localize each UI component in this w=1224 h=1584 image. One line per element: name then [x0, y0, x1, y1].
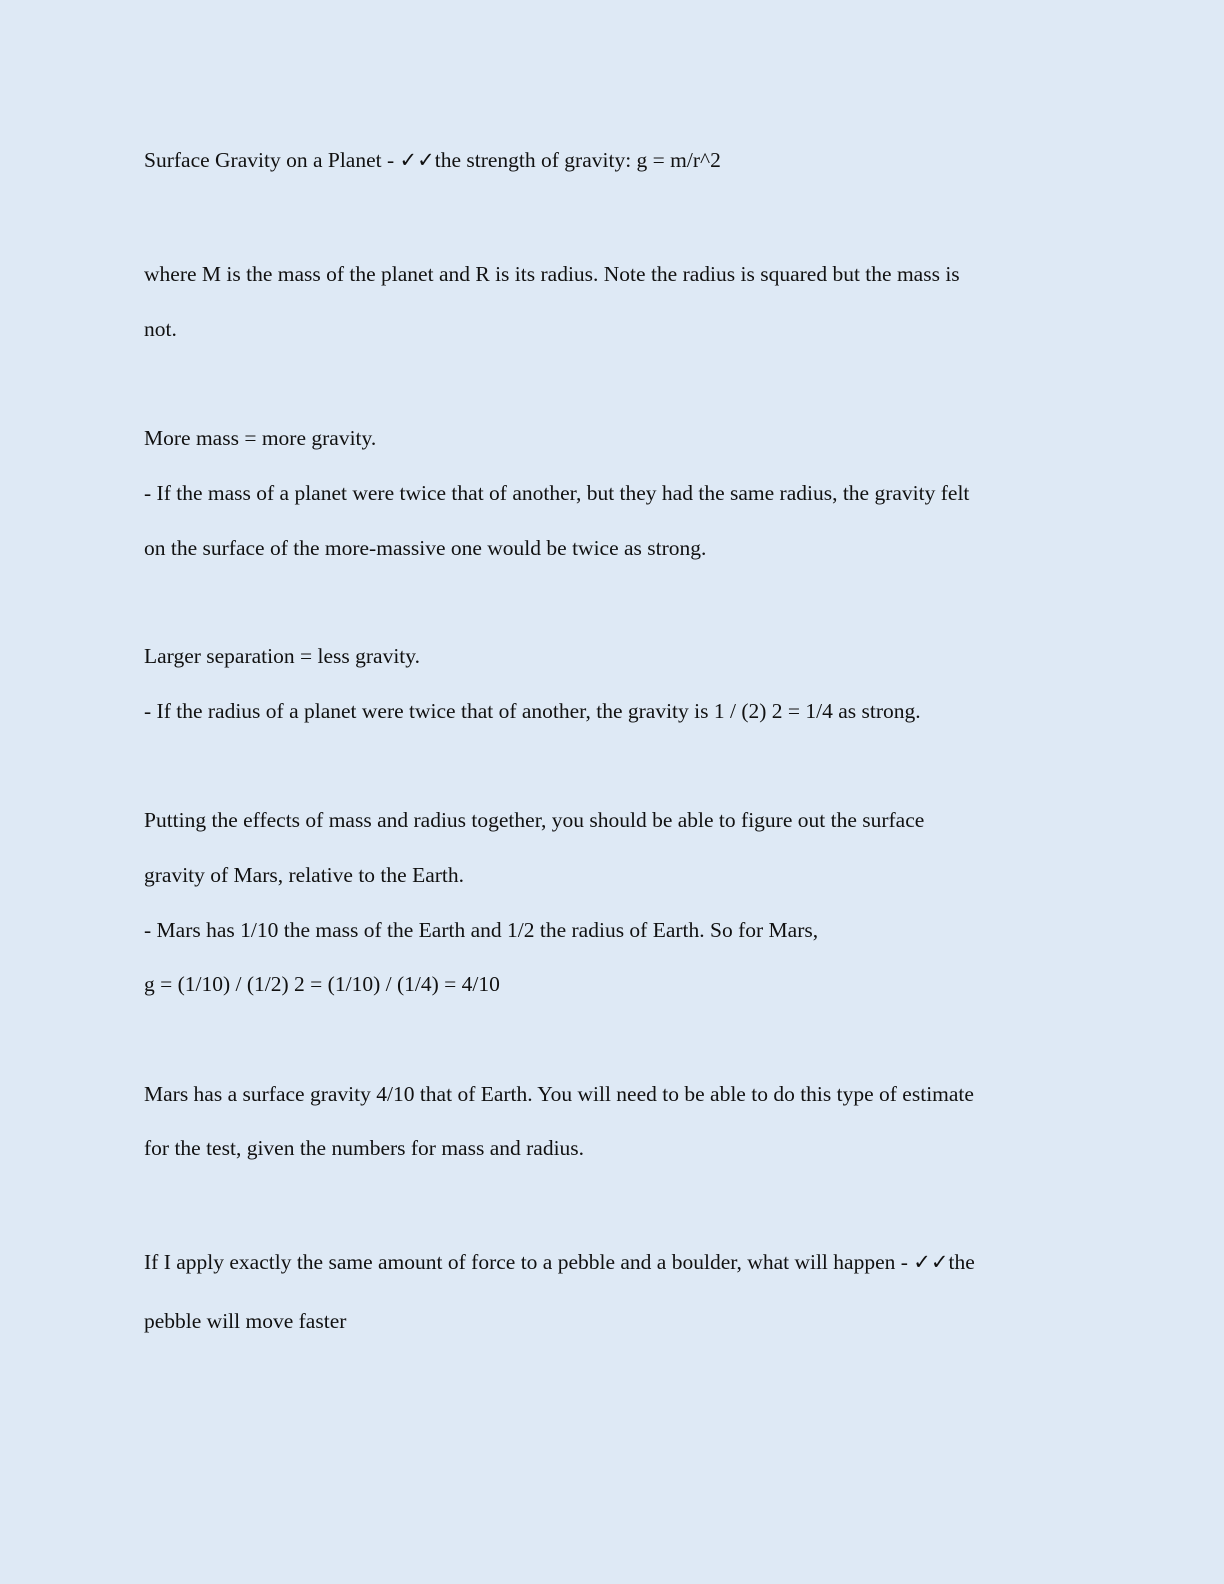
question-text: Surface Gravity on a Planet -: [144, 148, 400, 172]
formula-line: g = (1/10) / (1/2) 2 = (1/10) / (1/4) = 4/10: [144, 972, 500, 996]
paragraph-line: gravity of Mars, relative to the Earth.: [144, 863, 465, 887]
paragraph-line: Putting the effects of mass and radius together, you should be able to figure out the surface: [144, 808, 925, 832]
answer-line: pebble will move faster: [144, 1309, 347, 1333]
paragraph-line: on the surface of the more-massive one would be twice as strong.: [144, 536, 707, 560]
question-surface-gravity: [144, 146, 721, 174]
paragraph-line: Mars has a surface gravity 4/10 that of Earth. You will need to be able to do this type of estimate: [144, 1082, 974, 1106]
paragraph-line: - If the radius of a planet were twice that of another, the gravity is 1 / (2) 2 = 1/4 as strong.: [144, 699, 921, 723]
paragraph-line: for the test, given the numbers for mass and radius.: [144, 1136, 585, 1160]
answer-text: the strength of gravity: g = m/r^2: [434, 148, 721, 172]
double-check-icon: ✓✓: [399, 148, 435, 172]
paragraph-line: - Mars has 1/10 the mass of the Earth and 1/2 the radius of Earth. So for Mars,: [144, 918, 819, 942]
paragraph-line: not.: [144, 317, 177, 341]
paragraph-line: Larger separation = less gravity.: [144, 644, 421, 668]
paragraph-line: - If the mass of a planet were twice that of another, but they had the same radius, the gravity felt: [144, 481, 970, 505]
double-check-icon: ✓✓: [913, 1250, 949, 1274]
paragraph-line: where M is the mass of the planet and R is its radius. Note the radius is squared but the mass is: [144, 262, 960, 286]
question-pebble-boulder: [144, 1248, 975, 1276]
question-text: If I apply exactly the same amount of force to a pebble and a boulder, what will happen -: [144, 1250, 914, 1274]
paragraph-line: More mass = more gravity.: [144, 426, 377, 450]
answer-text: the: [948, 1250, 975, 1274]
